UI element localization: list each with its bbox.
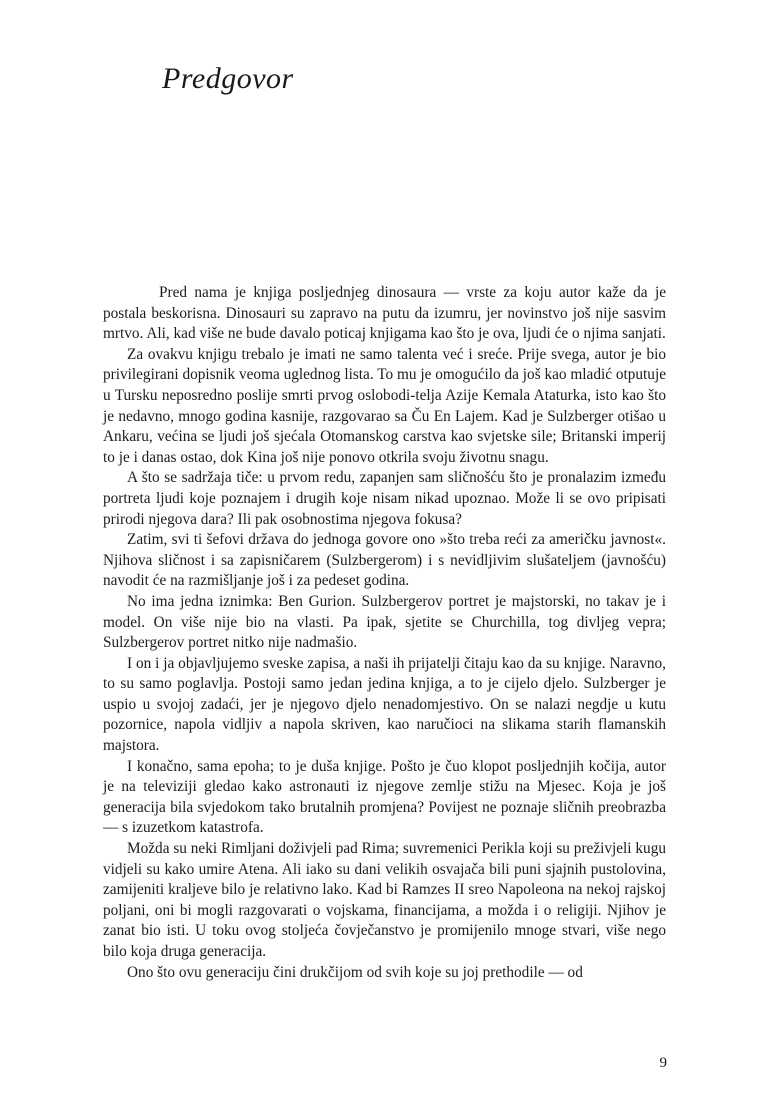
body-text (103, 283, 666, 983)
paragraph: Pred nama je knjiga posljednjeg dinosaura — vrste za koju autor kaže da je postala beskorisna. Dinosauri su zapravo na putu da izumru, jer novinstvo još nije sasvim mrtvo. Ali, kad više ne bude davalo poticaj knjigama kao što je ova, ljudi će o njima sanjati. (103, 284, 666, 343)
paragraph: Zatim, svi ti šefovi država do jednoga govore ono »što treba reći za američku javnost«. Njihova sličnost i sa zapisničarem (Sulzbergerom) i s nevidljivim slušateljem (javnošću) navodit će na razmišljanje još i za pedeset godina. (103, 531, 666, 590)
paragraph: A što se sadržaja tiče: u prvom redu, zapanjen sam sličnošću što je pronalazim između portreta ljudi koje poznajem i drugih koje nisam nikad upoznao. Može li se ovo pripisati prirodi njegova dara? Ili pak osobnostima njegova fokusa? (103, 469, 666, 528)
paragraph: Ono što ovu generaciju čini drukčijom od svih koje su joj prethodile — od (127, 963, 583, 981)
paragraph: I konačno, sama epoha; to je duša knjige. Pošto je čuo klopot posljednjih kočija, autor je na televiziji gledao kako astronauti iz njegove zemlje stižu na Mjesec. Koja je još generacija bila svjedokom tako brutalnih promjena? Povijest ne poznaje sličnih preobrazba — s izuzetkom katastrofa. (103, 757, 666, 837)
page-number: 9 (659, 1055, 667, 1071)
chapter-title: Predgovor (162, 62, 294, 95)
paragraph: Za ovakvu knjigu trebalo je imati ne samo talenta već i sreće. Prije svega, autor je bio privilegirani dopisnik veoma uglednog lista. To mu je omogućilo da još kao mladić otputuje u Tursku neposredno poslije smrti prvog oslobodi-telja Azije Kemala Ataturka, isto kao što je nedavno, mnogo godina kasnije, razgovarao sa Ču En Lajem. Kad je Sulzberger otišao u Ankaru, većina se ljudi još sjećala Otomanskog carstva kao svjetske sile; Britanski imperij to je i danas ostao, dok Kina još nije ponovo otkrila svoju životnu snagu. (103, 345, 666, 466)
paragraph: No ima jedna iznimka: Ben Gurion. Sulzbergerov portret je majstorski, no takav je i model. On više nije bio na vlasti. Pa ipak, sjetite se Churchilla, tog divljeg vepra; Sulzbergerov portret nitko nije nadmašio. (103, 592, 666, 652)
paragraph: Možda su neki Rimljani doživjeli pad Rima; suvremenici Perikla koji su preživjeli kugu vidjeli su kako umire Atena. Ali iako su dani velikih osvajača bili puni sjajnih pustolovina, zamijeniti kraljeve bilo je relativno lako. Kad bi Ramzes II sreo Napoleona na nekoj rajskoj poljani, oni bi mogli razgovarati o vojskama, financijama, a možda i o religiji. Njihov je zanat bio isti. U toku ovog stoljeća čovječanstvo je promijenilo mnoge stvari, više nego bilo koja druga generacija. (103, 840, 666, 960)
paragraph: I on i ja objavljujemo sveske zapisa, a naši ih prijatelji čitaju kao da su knjige. Naravno, to su samo poglavlja. Postoji samo jedan jedina knjiga, a to je cijelo djelo. Sulzberger je uspio u svojoj zadaći, jer je njegovo djelo nenadomjestivo. On se nalazi negdje u kutu pozornice, napola vidljiv a napola skriven, kao naručioci na slikama starih flamanskih majstora. (103, 654, 666, 755)
